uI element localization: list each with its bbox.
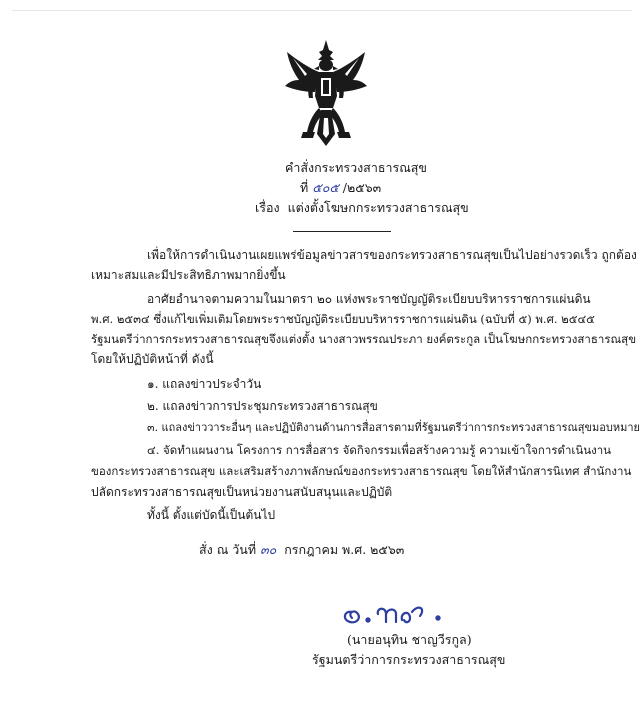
para2-line3: รัฐมนตรีว่าการกระทรวงสาธารณสุขจึงแต่งตั้ง นางสาวพรรณประภา ยงค์ตระกูล เป็นโฆษกกระทรวงสาธารณสุข [91, 332, 637, 346]
subject-text: แต่งตั้งโฆษกกระทรวงสาธารณสุข [287, 200, 469, 215]
garuda-emblem-icon [281, 38, 371, 150]
para2-line1: อาศัยอำนาจตามความในมาตรา ๒๐ แห่งพระราชบัญญัติระเบียบบริหารราชการแผ่นดิน [147, 292, 591, 306]
para1-line1: เพื่อให้การดำเนินงานเผยแพร่ข้อมูลข่าวสารของกระทรวงสาธารณสุขเป็นไปอย่างรวดเร็ว ถูกต้อง [147, 248, 637, 262]
duty-item-4-line1: ๔. จัดทำแผนงาน โครงการ การสื่อสาร จัดกิจกรรมเพื่อสร้างความรู้ ความเข้าใจการดำเนินงาน [147, 443, 612, 457]
duty-item-1: ๑. แถลงข่าวประจำวัน [147, 377, 262, 391]
duty-item-3: ๓. แถลงข่าววาระอื่นๆ และปฏิบัติงานด้านการสื่อสารตามที่รัฐมนตรีว่าการกระทรวงสาธารณสุขมอบหมาย [147, 421, 640, 434]
order-date-day-handwritten: ๓๐ [260, 542, 277, 557]
effective-statement: ทั้งนี้ ตั้งแต่บัดนี้เป็นต้นไป [147, 508, 276, 522]
order-number-handwritten: ๕๐๕ [312, 180, 339, 195]
order-date [199, 542, 404, 558]
subject-line [255, 200, 469, 216]
para2-line4: โดยให้ปฏิบัติหน้าที่ ดังนี้ [91, 352, 214, 366]
order-number [300, 180, 381, 196]
order-number-year: /๒๕๖๓ [342, 180, 382, 195]
duty-item-4-line2: ของกระทรวงสาธารณสุข และเสริมสร้างภาพลักษณ์ของกระทรวงสาธารณสุข โดยให้สำนักสารนิเทศ สำนักงาน [91, 464, 632, 478]
header-divider [293, 231, 391, 232]
handwritten-signature [338, 590, 458, 630]
subject-label: เรื่อง [255, 200, 280, 215]
duty-item-2: ๒. แถลงข่าวการประชุมกระทรวงสาธารณสุข [147, 399, 378, 413]
document-title: คำสั่งกระทรวงสาธารณสุข [285, 160, 427, 175]
order-number-prefix: ที่ [300, 180, 309, 195]
order-date-rest: กรกฎาคม พ.ศ. ๒๕๖๓ [284, 542, 405, 557]
para2-line2: พ.ศ. ๒๕๓๔ ซึ่งแก้ไขเพิ่มเติมโดยพระราชบัญญัติระเบียบบริหารราชการแผ่นดิน (ฉบับที่ ๕) พ.ศ. ๒๕๔๕ [91, 312, 595, 326]
signatory-position: รัฐมนตรีว่าการกระทรวงสาธารณสุข [312, 652, 506, 667]
order-date-prefix: สั่ง ณ วันที่ [199, 542, 257, 557]
page-edge [12, 10, 632, 11]
signatory-name: (นายอนุทิน ชาญวีรกูล) [347, 632, 472, 647]
para1-line2: เหมาะสมและมีประสิทธิภาพมากยิ่งขึ้น [91, 268, 286, 282]
duty-item-4-line3: ปลัดกระทรวงสาธารณสุขเป็นหน่วยงานสนับสนุนและปฏิบัติ [91, 485, 393, 499]
